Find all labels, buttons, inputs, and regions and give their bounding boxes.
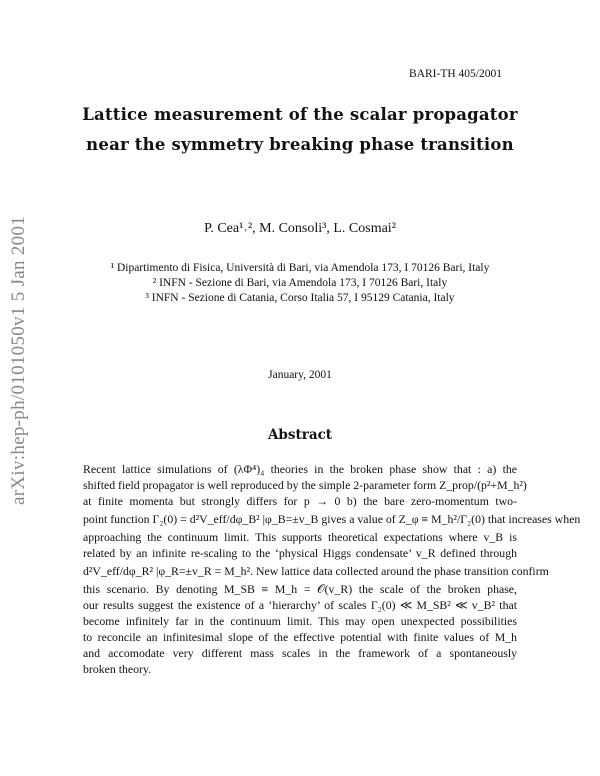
abstract-line: shifted field propagator is well reproduced by the simple 2-parameter form Z_prop/(p²+M_h²) xyxy=(83,478,527,492)
affiliation-2: ² INFN - Sezione di Bari, via Amendola 173, I 70126 Bari, Italy xyxy=(152,277,448,289)
paper-title-line-2: near the symmetry breaking phase transition xyxy=(86,135,514,154)
arxiv-stamp: arXiv:hep-ph/0101050v1 5 Jan 2001 xyxy=(8,215,29,505)
abstract-line: and accomodate very different mass scales in the framework of a spontaneously xyxy=(83,646,517,660)
date: January, 2001 xyxy=(268,369,332,381)
abstract-line: approaching the continuum limit. This supports theoretical expectations where v_B is xyxy=(83,530,517,544)
abstract-line: point function Γ₂(0) = d²V_eff/dφ_B² |φ_B=±v_B gives a value of Z_φ ≡ M_h²/Γ₂(0) that increases when xyxy=(83,512,581,526)
authors: P. Cea¹˒², M. Consoli³, L. Cosmai² xyxy=(204,221,396,236)
abstract-heading: Abstract xyxy=(267,427,333,443)
abstract-line: at finite momenta but strongly differs for p → 0 b) the bare zero-momentum two- xyxy=(83,494,517,508)
affiliation-3: ³ INFN - Sezione di Catania, Corso Italia 57, I 95129 Catania, Italy xyxy=(145,292,455,304)
abstract-line: this scenario. By denoting M_SB ≡ M_h = 𝒪(v_R) the scale of the broken phase, xyxy=(83,582,517,596)
abstract-line: Recent lattice simulations of (λΦ⁴)₄ theories in the broken phase show that : a) the xyxy=(83,462,517,476)
abstract-line: become infinitely far in the continuum limit. This may open unexpected possibilities xyxy=(83,614,517,628)
abstract-line: to reconcile an infinitesimal slope of the effective potential with finite values of M_h xyxy=(83,630,517,644)
paper-title-line-1: Lattice measurement of the scalar propagator xyxy=(82,105,518,124)
abstract-line: related by an infinite re-scaling to the ‘physical Higgs condensate’ v_R defined through xyxy=(83,546,517,560)
abstract-line: d²V_eff/dφ_R² |φ_R=±v_R = M_h². New lattice data collected around the phase transition confirm xyxy=(83,564,549,578)
abstract-line: broken theory. xyxy=(83,662,152,676)
abstract-line: our results suggest the existence of a ‘hierarchy’ of scales Γ₂(0) ≪ M_SB² ≪ v_B² that xyxy=(83,598,517,612)
report-number: BARI-TH 405/2001 xyxy=(409,68,502,80)
abstract-body xyxy=(83,461,581,677)
affiliation-1: ¹ Dipartimento di Fisica, Università di Bari, via Amendola 173, I 70126 Bari, Italy xyxy=(110,262,490,274)
